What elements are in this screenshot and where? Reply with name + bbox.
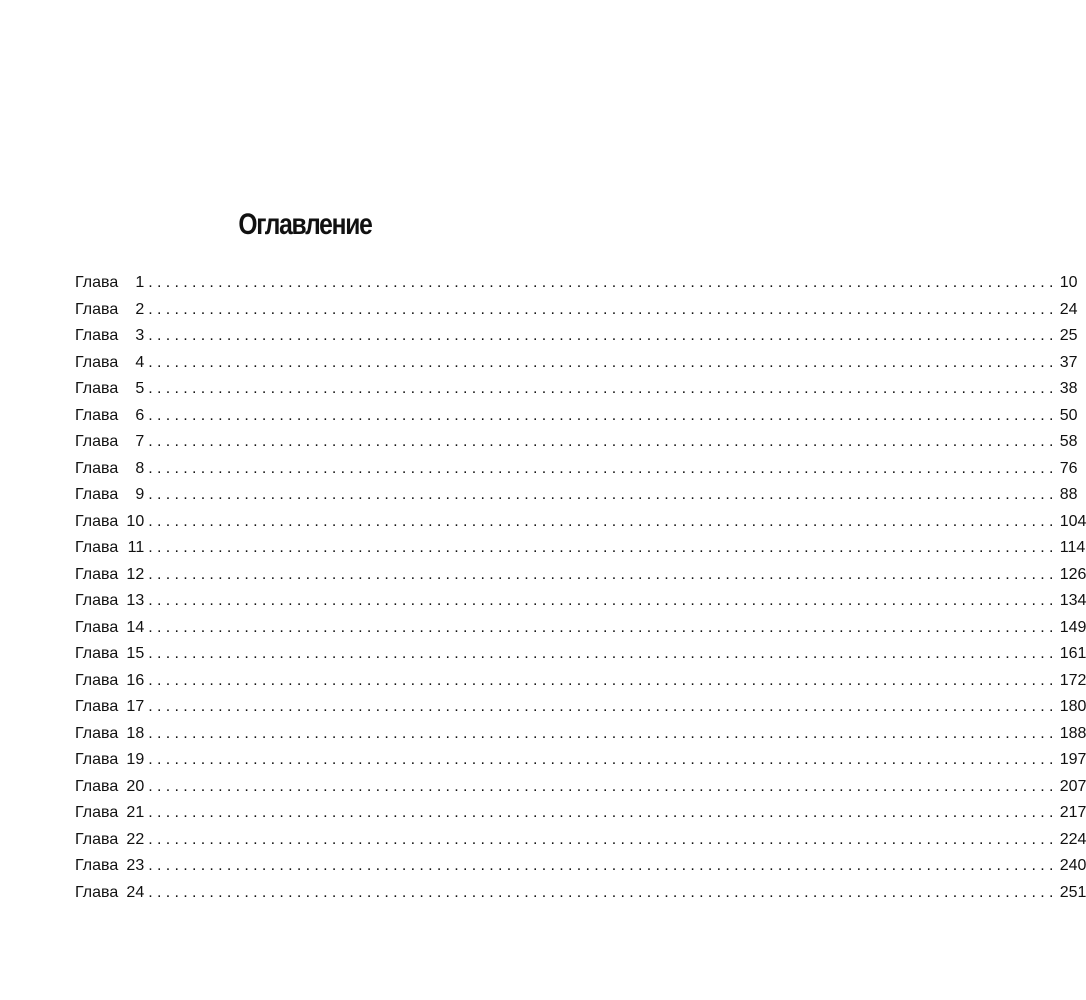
toc-entry-label [75, 433, 144, 451]
toc-entry-label [75, 592, 144, 610]
toc-entry-number: 15 [126, 645, 145, 663]
toc-leader-dots: ........................................................................................................ [148, 883, 1058, 901]
toc-entry [75, 721, 1086, 748]
toc-entry-number: 10 [126, 512, 145, 530]
toc-entry-word: Глава [75, 380, 119, 398]
toc-entry-number: 11 [127, 539, 145, 557]
toc-leader-dots: ........................................................................................................ [148, 618, 1058, 636]
toc-entry [75, 694, 1086, 721]
toc-entry-word: Глава [75, 671, 119, 689]
toc-entry-page: 172 [1059, 671, 1086, 689]
toc-entry-label [75, 513, 144, 531]
toc-entry [75, 774, 1086, 801]
toc-entry-number: 23 [126, 857, 145, 875]
toc-entry-number: 13 [126, 592, 145, 610]
toc-entry-label [75, 645, 144, 663]
toc-entry-number: 9 [135, 486, 145, 504]
toc-leader-dots: ........................................................................................................ [148, 406, 1058, 424]
toc-entry-word: Глава [75, 618, 119, 636]
toc-leader-dots: ........................................................................................................ [148, 777, 1058, 795]
toc-entry-number: 21 [126, 804, 145, 822]
toc-entry-page: 114 [1059, 539, 1086, 557]
toc-entry [75, 350, 1078, 377]
toc-entry-word: Глава [75, 486, 119, 504]
toc-leader-dots: ........................................................................................................ [148, 645, 1058, 663]
toc-leader-dots: ........................................................................................................ [148, 274, 1058, 292]
toc-entry-number: 24 [126, 883, 145, 901]
toc-entry-word: Глава [75, 565, 119, 583]
toc-entry-label [75, 407, 144, 425]
toc-entry-label [75, 778, 144, 796]
toc-entry-page: 88 [1059, 486, 1078, 504]
toc-entry [75, 615, 1086, 642]
toc-entry-page: 24 [1059, 300, 1078, 318]
toc-entry-label [75, 566, 144, 584]
toc-entry-page: 180 [1059, 698, 1086, 716]
toc-entry [75, 456, 1078, 483]
toc-entry-label [75, 884, 144, 902]
toc-leader-dots: ........................................................................................................ [148, 592, 1058, 610]
toc-entry-page: 207 [1059, 777, 1086, 795]
toc-leader-dots: ........................................................................................................ [148, 857, 1058, 875]
toc-entry-page: 149 [1059, 618, 1086, 636]
toc-entry-page: 104 [1059, 512, 1086, 530]
toc-entry-page: 10 [1059, 274, 1078, 292]
toc-entry [75, 562, 1086, 589]
toc-entry-page: 161 [1059, 645, 1086, 663]
toc-entry [75, 588, 1086, 615]
toc-leader-dots: ........................................................................................................ [148, 433, 1058, 451]
toc-leader-dots: ........................................................................................................ [148, 698, 1058, 716]
toc-leader-dots: ........................................................................................................ [148, 327, 1058, 345]
toc-entry-label [75, 460, 144, 478]
toc-entry-number: 14 [126, 618, 145, 636]
toc-entry [75, 641, 1086, 668]
toc-entry-label [75, 804, 144, 822]
toc-leader-dots: ........................................................................................................ [148, 565, 1058, 583]
toc-leader-dots: ........................................................................................................ [148, 353, 1058, 371]
toc-entry-word: Глава [75, 830, 119, 848]
toc-entry [75, 482, 1078, 509]
toc-entry-word: Глава [75, 804, 119, 822]
toc-entry-label [75, 831, 144, 849]
toc-entry-label [75, 486, 144, 504]
toc-leader-dots: ........................................................................................................ [148, 459, 1058, 477]
toc-entry-page: 76 [1059, 459, 1078, 477]
toc-leader-dots: ........................................................................................................ [148, 300, 1058, 318]
toc-entry-number: 16 [126, 671, 145, 689]
toc-entry-page: 50 [1059, 406, 1078, 424]
toc-leader-dots: ........................................................................................................ [148, 751, 1058, 769]
toc-entry [75, 297, 1078, 324]
toc-leader-dots: ........................................................................................................ [148, 724, 1058, 742]
toc-entry-label [75, 354, 144, 372]
toc-entry-word: Глава [75, 327, 119, 345]
toc-entry [75, 668, 1086, 695]
toc-entry [75, 429, 1078, 456]
toc-entry-label [75, 301, 144, 319]
toc-entry-word: Глава [75, 592, 119, 610]
toc-entry-label [75, 857, 144, 875]
toc-entry-word: Глава [75, 724, 119, 742]
toc-entry-word: Глава [75, 459, 119, 477]
toc-leader-dots: ........................................................................................................ [148, 380, 1058, 398]
toc-leader-dots: ........................................................................................................ [148, 539, 1058, 557]
toc-entry-word: Глава [75, 698, 119, 716]
toc-entry-number: 6 [135, 406, 145, 424]
toc-entry-number: 2 [135, 300, 145, 318]
toc-entry-label [75, 539, 144, 557]
toc-entry-label [75, 380, 144, 398]
toc-leader-dots: ........................................................................................................ [148, 830, 1058, 848]
toc-entry-label [75, 619, 144, 637]
toc-entry [75, 509, 1086, 536]
toc-entry [75, 853, 1086, 880]
toc-entry [75, 535, 1086, 562]
toc-entry-page: 217 [1059, 804, 1086, 822]
toc-entry-word: Глава [75, 539, 119, 557]
toc-title: Оглавление [238, 208, 372, 241]
toc-entry-page: 240 [1059, 857, 1086, 875]
toc-entry-number: 3 [135, 327, 145, 345]
toc-entry [75, 800, 1086, 827]
toc-entry-page: 37 [1059, 353, 1078, 371]
toc-entry-word: Глава [75, 433, 119, 451]
toc-entry-page: 58 [1059, 433, 1078, 451]
toc-entry-word: Глава [75, 406, 119, 424]
toc-entry [75, 323, 1078, 350]
toc-entry [75, 747, 1086, 774]
toc-entry-number: 12 [126, 565, 145, 583]
toc-entry-number: 18 [126, 724, 145, 742]
toc-entry-word: Глава [75, 777, 119, 795]
toc-entry-word: Глава [75, 883, 119, 901]
toc-entry-word: Глава [75, 645, 119, 663]
toc-entry-label [75, 327, 144, 345]
toc-leader-dots: ........................................................................................................ [148, 804, 1058, 822]
toc-entry-number: 1 [135, 274, 145, 292]
toc-entry-word: Глава [75, 512, 119, 530]
toc-entry-label [75, 698, 144, 716]
toc-entry-word: Глава [75, 353, 119, 371]
toc-entry-number: 19 [126, 751, 145, 769]
toc-entry-label [75, 751, 144, 769]
toc-entry [75, 270, 1078, 297]
toc-entry-page: 134 [1059, 592, 1086, 610]
toc-list [75, 270, 1086, 906]
toc-entry-number: 5 [135, 380, 145, 398]
toc-entry-label [75, 725, 144, 743]
toc-entry-page: 188 [1059, 724, 1086, 742]
toc-entry-page: 251 [1059, 883, 1086, 901]
toc-entry [75, 376, 1078, 403]
toc-entry-number: 20 [126, 777, 145, 795]
toc-entry [75, 403, 1078, 430]
toc-entry-page: 197 [1059, 751, 1086, 769]
toc-entry-word: Глава [75, 274, 119, 292]
toc-entry-page: 38 [1059, 380, 1078, 398]
toc-entry-label [75, 274, 144, 292]
toc-entry-word: Глава [75, 300, 119, 318]
toc-entry-word: Глава [75, 751, 119, 769]
toc-entry-number: 17 [126, 698, 145, 716]
toc-entry [75, 827, 1086, 854]
toc-entry-page: 126 [1059, 565, 1086, 583]
toc-entry-number: 22 [126, 830, 145, 848]
toc-entry-label [75, 672, 144, 690]
toc-leader-dots: ........................................................................................................ [148, 671, 1058, 689]
toc-entry-number: 8 [135, 459, 145, 477]
toc-entry-page: 25 [1059, 327, 1078, 345]
toc-leader-dots: ........................................................................................................ [148, 512, 1058, 530]
toc-leader-dots: ........................................................................................................ [148, 486, 1058, 504]
toc-entry-page: 224 [1059, 830, 1086, 848]
toc-entry-number: 4 [135, 353, 145, 371]
toc-entry-number: 7 [135, 433, 145, 451]
toc-entry [75, 880, 1086, 907]
toc-entry-word: Глава [75, 857, 119, 875]
